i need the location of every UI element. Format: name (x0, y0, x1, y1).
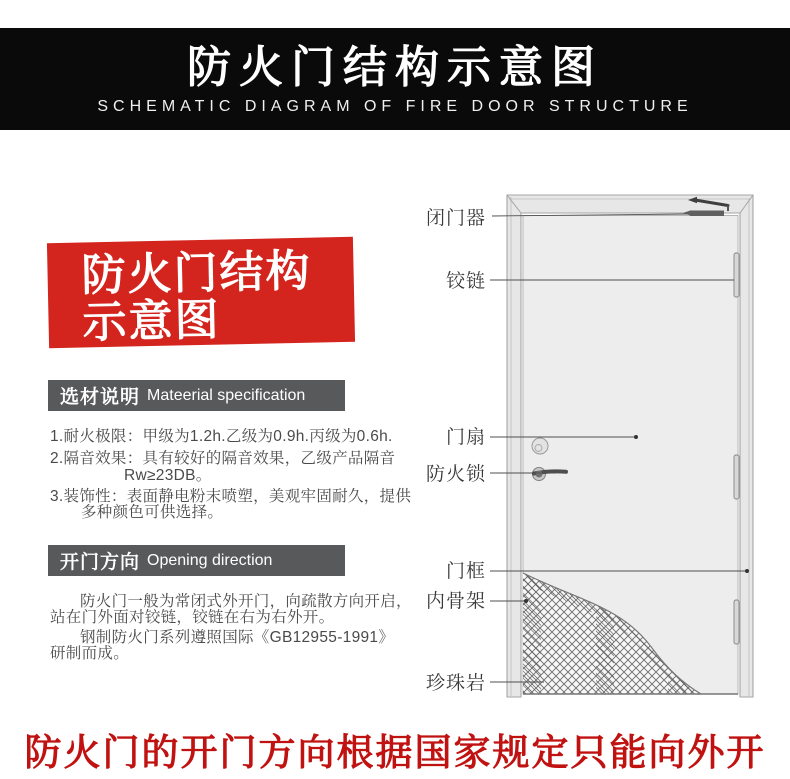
opening-line-3: 钢制防火门系列遵照国际《GB12955-1991》 (80, 629, 395, 646)
opening-line-2: 站在门外面对铰链，铰链在右为右外开。 (50, 609, 335, 626)
label-door-closer: 闭门器 (425, 207, 486, 229)
page-title: 防火门结构示意图 (187, 42, 603, 93)
label-fire-lock: 防火锁 (425, 463, 486, 485)
opening-line-4: 研制而成。 (50, 645, 130, 662)
hinge-bottom (734, 600, 739, 644)
label-door-frame: 门框 (445, 560, 486, 582)
hinge-middle (734, 455, 739, 499)
leader-dot-leaf (634, 435, 638, 439)
red-title-line1: 防火门结构 (81, 245, 313, 302)
hinge-top (734, 253, 739, 297)
label-inner-skeleton: 内骨架 (425, 590, 486, 612)
bottom-slogan: 防火门的开门方向根据国家规定只能向外开 (24, 731, 766, 774)
opening-title-en: Opening direction (147, 551, 273, 569)
material-line-2: 2.隔音效果：具有较好的隔音效果，乙级产品隔音 (50, 450, 396, 467)
red-title-line2: 示意图 (82, 294, 222, 349)
material-title-zh: 选材说明 (60, 387, 141, 408)
material-line-5: 多种颜色可供选择。 (81, 504, 224, 521)
label-door-leaf: 门扇 (445, 426, 486, 448)
label-perlite: 珍珠岩 (425, 672, 486, 694)
material-line-4: 3.装饰性：表面静电粉末喷塑，美观牢固耐久，提供 (50, 488, 412, 505)
opening-title-zh: 开门方向 (60, 552, 141, 573)
material-title-en: Mateerial specification (147, 386, 306, 404)
leader-dot-frame (745, 569, 749, 573)
page-subtitle: SCHEMATIC DIAGRAM OF FIRE DOOR STRUCTURE (97, 98, 693, 115)
leader-dot-skeleton (524, 599, 528, 603)
opening-line-1: 防火门一般为常闭式外开门，向疏散方向开启， (80, 593, 412, 610)
material-line-3: Rw≥23DB。 (124, 467, 212, 484)
material-line-1: 1.耐火极限：甲级为1.2h.乙级为0.9h.丙级为0.6h. (50, 428, 393, 445)
label-hinge: 铰链 (445, 270, 486, 292)
lock-cylinder (532, 438, 548, 454)
